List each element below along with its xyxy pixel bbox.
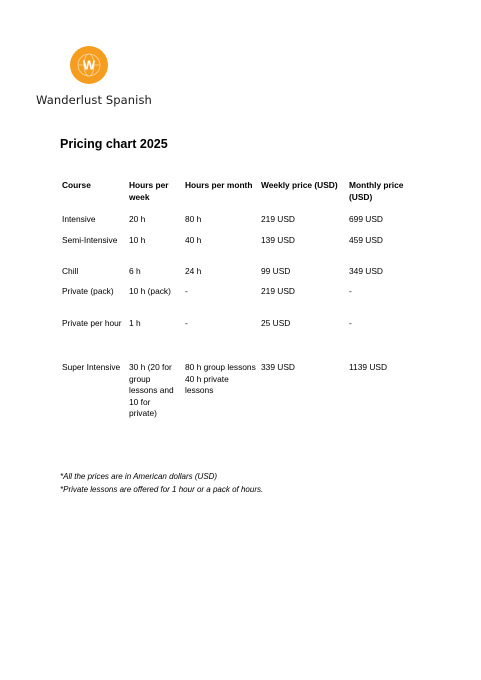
cell-weekly-price: 139 USD [261,235,295,245]
cell-monthly-price: 699 USD [349,214,383,224]
header-monthly-price: Monthly price (USD) [349,180,404,202]
cell-hours-week: 30 h (20 for group lessons and 10 for private) [129,362,174,418]
cell-hours-week: 6 h [129,266,141,276]
table-row [60,266,417,286]
cell-hours-month: - [185,286,188,296]
cell-monthly-price: - [349,318,352,328]
cell-hours-month: 24 h [185,266,202,276]
cell-course: Super Intensive [62,362,121,372]
cell-hours-month: - [185,318,188,328]
footnote-private-lessons: *Private lessons are offered for 1 hour or a pack of hours. [60,485,264,494]
cell-hours-month: 80 h [185,214,202,224]
cell-hours-month: 80 h group lessons 40 h private lessons [185,362,256,395]
brand-name: Wanderlust Spanish [36,93,152,107]
cell-monthly-price: - [349,286,352,296]
cell-hours-week: 10 h (pack) [129,286,171,296]
table-row [60,318,417,362]
cell-weekly-price: 219 USD [261,214,295,224]
cell-hours-week: 10 h [129,235,146,245]
cell-course: Private per hour [62,318,122,328]
cell-course: Semi-Intensive [62,235,118,245]
brand-logo [70,46,108,84]
cell-course: Chill [62,266,79,276]
cell-monthly-price: 349 USD [349,266,383,276]
cell-hours-week: 1 h [129,318,141,328]
table-header-row [60,180,417,214]
footnote-currency: *All the prices are in American dollars (USD) [60,472,218,481]
globe-w-icon [70,46,108,84]
logo-letter: W [82,57,96,73]
footnotes [60,470,263,496]
table-row [60,286,417,318]
header-hours-per-week: Hours per week [129,180,169,202]
cell-course: Intensive [62,214,96,224]
cell-course: Private (pack) [62,286,114,296]
cell-weekly-price: 25 USD [261,318,291,328]
table-row [60,362,417,422]
cell-hours-month: 40 h [185,235,202,245]
cell-weekly-price: 339 USD [261,362,295,372]
cell-hours-week: 20 h [129,214,146,224]
table-row [60,214,417,235]
table-row [60,235,417,266]
cell-monthly-price: 459 USD [349,235,383,245]
header-weekly-price: Weekly price (USD) [261,180,338,190]
page-title: Pricing chart 2025 [60,137,168,151]
cell-monthly-price: 1139 USD [349,362,388,372]
cell-weekly-price: 99 USD [261,266,291,276]
pricing-table [60,180,417,422]
cell-weekly-price: 219 USD [261,286,295,296]
header-hours-per-month: Hours per month [185,180,253,190]
header-course: Course [62,180,91,190]
